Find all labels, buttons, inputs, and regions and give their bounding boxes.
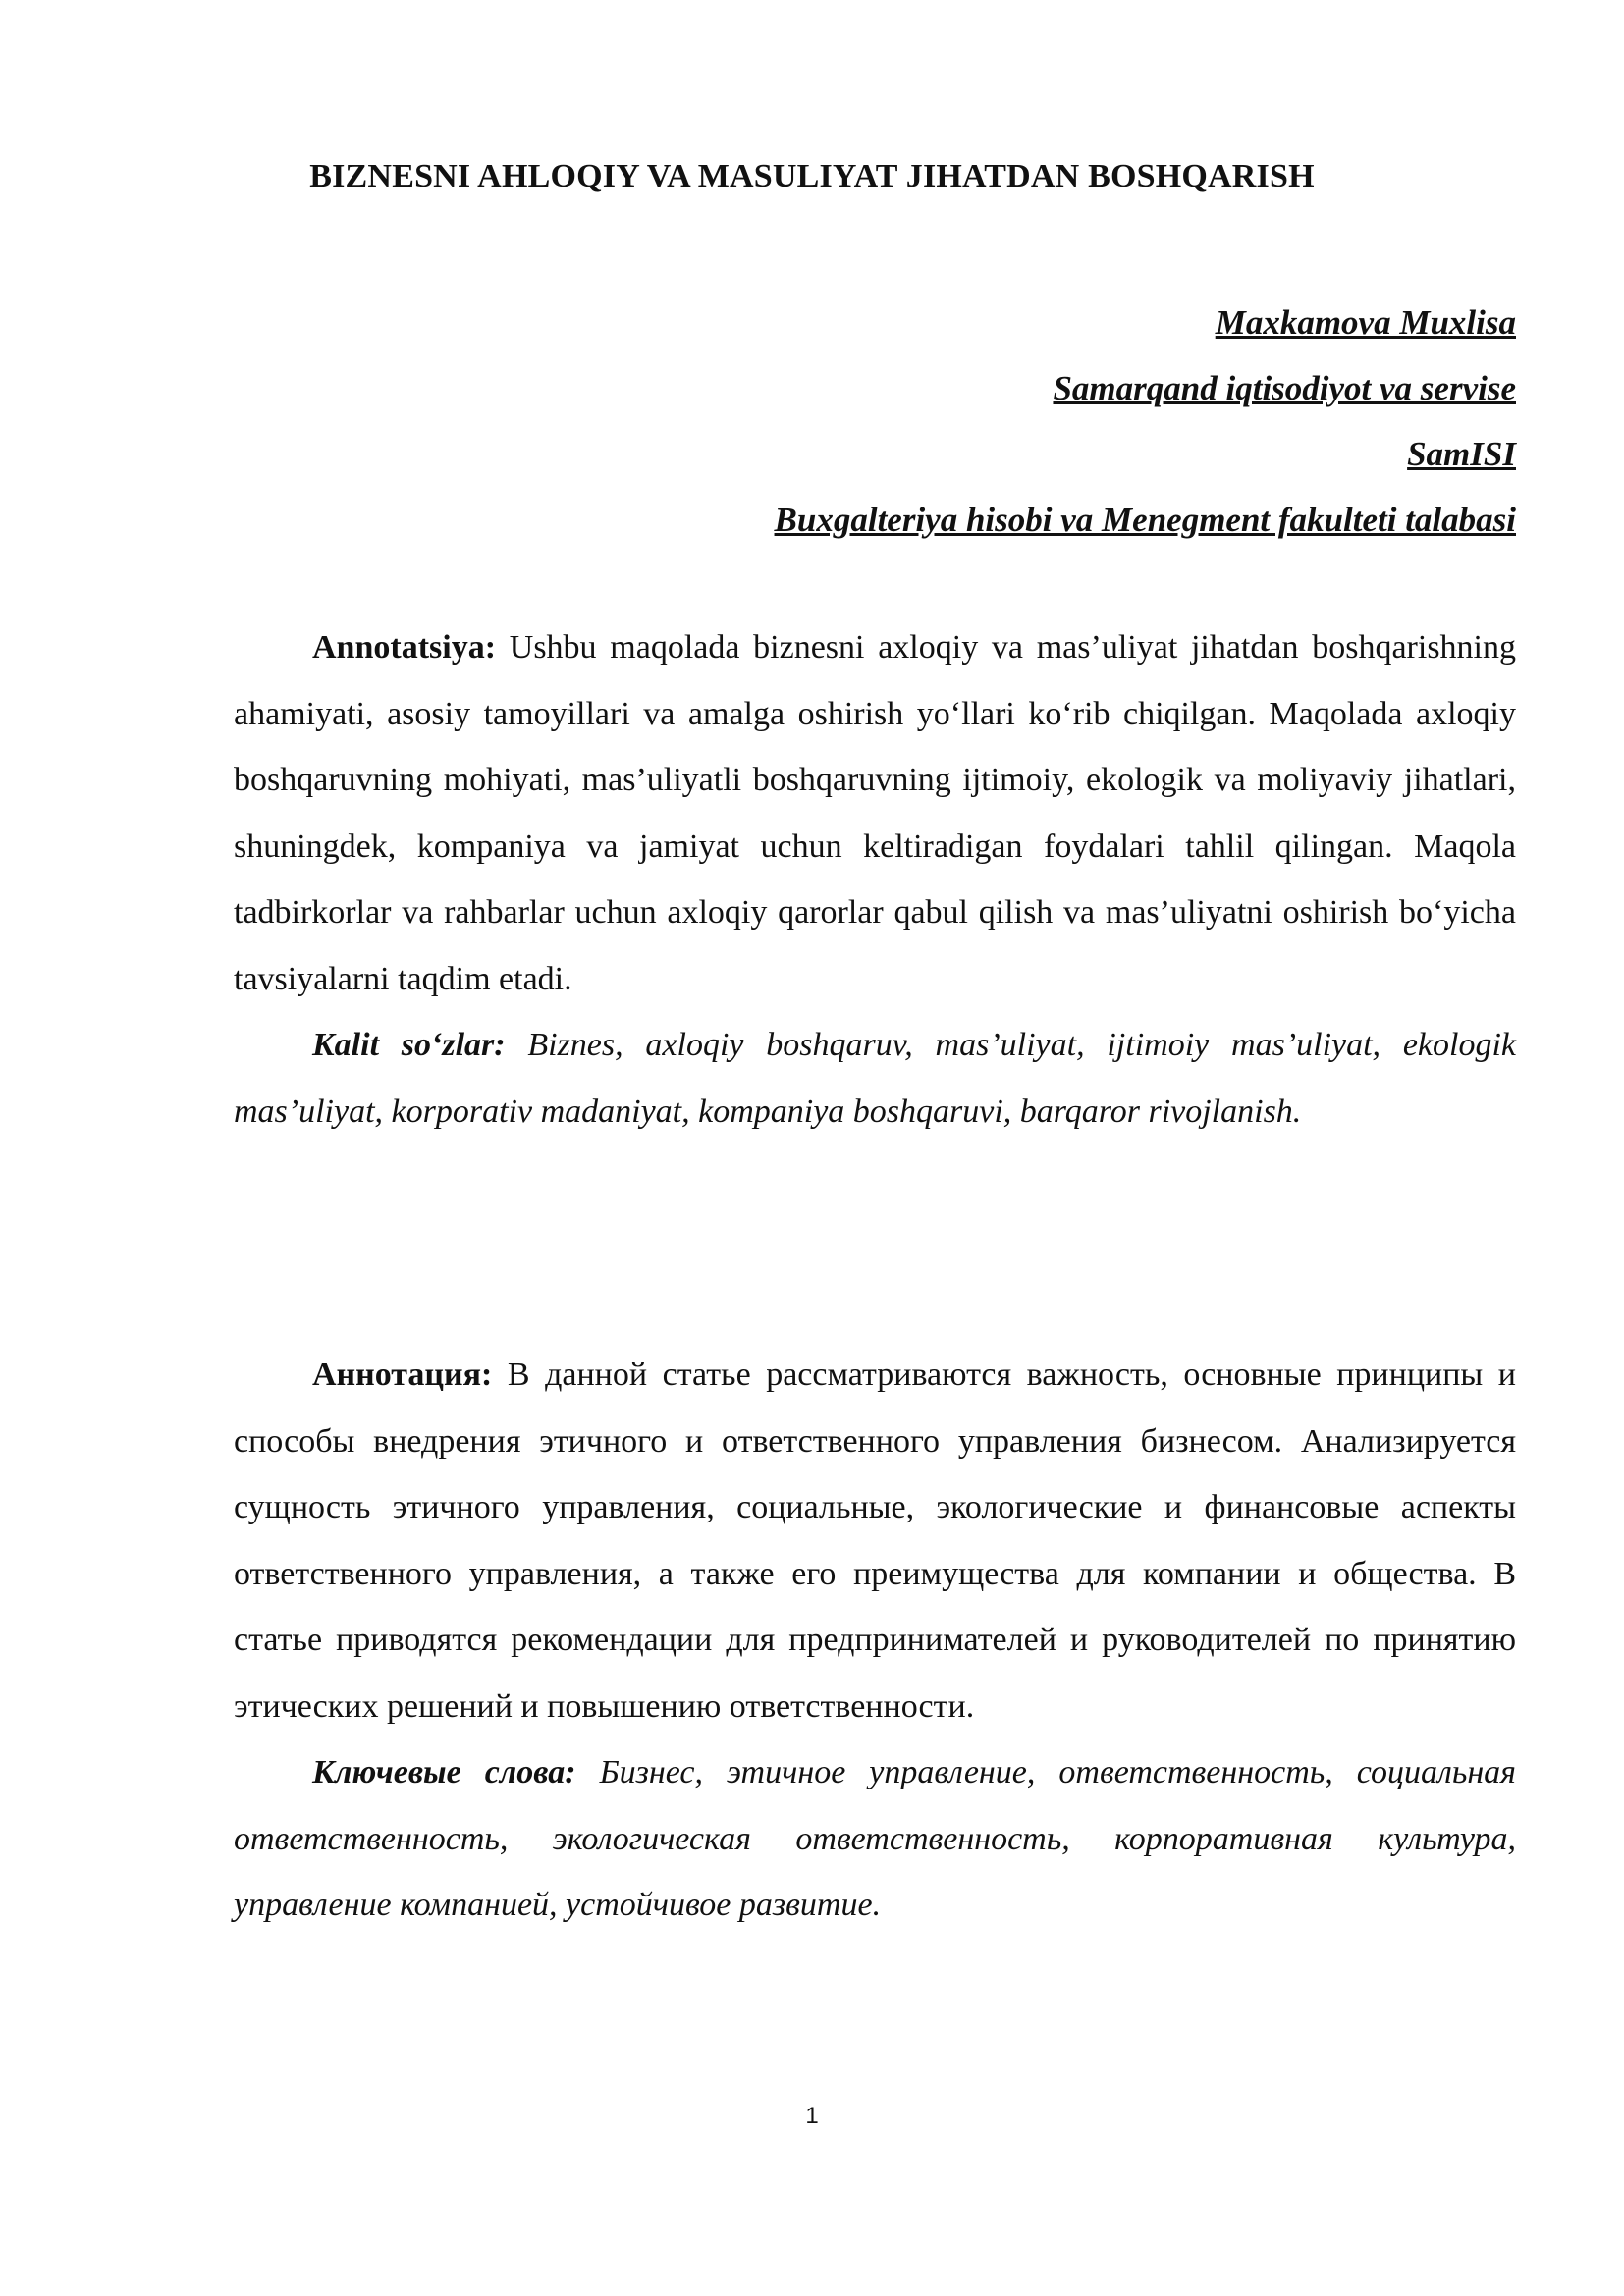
abstract-label-uz: Annotatsiya: [312,629,497,666]
abstract-label-ru: Аннотация: [312,1357,493,1393]
author-institution: Samarqand iqtisodiyot va servise [1053,369,1516,407]
author-institution-short: SamISI [1407,435,1516,473]
author-block [338,290,1516,553]
keywords-label-uz: Kalit so‘zlar: [312,1027,506,1063]
abstract-section-uz [234,614,1516,1145]
abstract-section-ru [234,1342,1516,1939]
author-name: Maxkamova Muxlisa [1215,303,1516,342]
keywords-paragraph-ru [234,1739,1516,1939]
abstract-paragraph-uz [234,614,1516,1012]
article-title: BIZNESNI AHLOQIY VA MASULIYAT JIHATDAN BOSHQARISH [309,158,1315,194]
keywords-paragraph-uz [234,1012,1516,1145]
keywords-label-ru: Ключевые слова: [312,1754,576,1790]
abstract-text-uz: Ushbu maqolada biznesni axloqiy va mas’uliyat jihatdan boshqarishning ahamiyati, asosiy tamoyillari va amalga oshirish yo‘llari ko‘rib chiqilgan. Maqolada axloqiy boshqaruvning mohiyati, mas’uliyatli boshqaruvning ijtimoiy, ekologik va moliyaviy jihatlari, shuningdek, kompaniya va jamiyat uchun keltiradigan foydalari tahlil qilingan. Maqola tadbirkorlar va rahbarlar uchun axloqiy qarorlar qabul qilish va mas’uliyatni oshirish bo‘yicha tavsiyalarni taqdim etadi. [234,629,1517,997]
author-faculty: Buxgalteriya hisobi va Menegment fakulteti talabasi [774,501,1516,539]
page-number: 1 [805,2103,819,2129]
abstract-text-ru: В данной статье рассматриваются важность, основные принципы и способы внедрения этичного и ответственного управления бизнесом. Анализируется сущность этичного управления, социальные, экологические и финансовые аспекты ответственного управления, а также его преимущества для компании и общества. В статье приводятся рекомендации для предпринимателей и руководителей по принятию этических решений и повышению ответственности. [234,1357,1516,1725]
keywords-text-ru: Бизнес, этичное управление, ответственность, социальная ответственность, экологическая ответственность, корпоративная культура, управление компанией, устойчивое развитие. [234,1754,1516,1923]
abstract-paragraph-ru [234,1342,1516,1739]
keywords-text-uz: Biznes, axloqiy boshqaruv, mas’uliyat, ijtimoiy mas’uliyat, ekologik mas’uliyat, korporativ madaniyat, kompaniya boshqaruvi, barqaror rivojlanish. [234,1027,1516,1130]
